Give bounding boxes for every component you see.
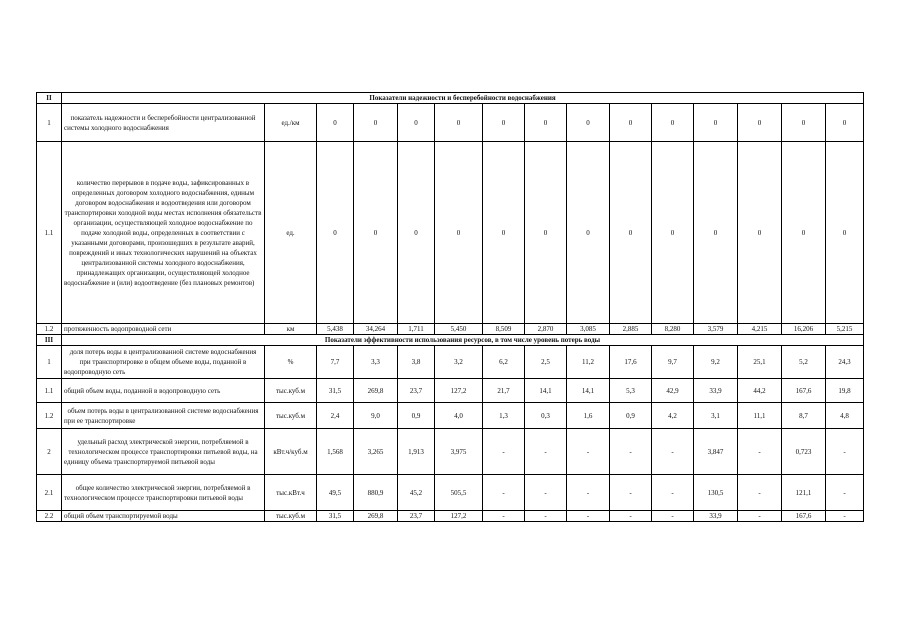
value-cell: 31,5: [317, 511, 354, 522]
section-number: II: [37, 93, 62, 104]
value-cell: 3,3: [354, 346, 398, 379]
section-2-header: [37, 93, 864, 104]
value-cell: 0: [435, 104, 483, 142]
indicators-table: [36, 92, 864, 522]
indicator-description: общий объем транспортируемой воды: [62, 511, 265, 522]
value-cell: 130,5: [694, 475, 738, 511]
value-cell: 3,085: [567, 324, 610, 335]
indicator-description: доля потерь воды в централизованной системе водоснабжения при транспортировке в общем объеме воды, поданной в водопроводную сеть: [62, 346, 265, 379]
table-row: [37, 104, 864, 142]
value-cell: 127,2: [435, 379, 483, 403]
value-cell: -: [652, 429, 694, 475]
indicator-description: удельный расход электрической энергии, потребляемой в технологическом процессе транспортировки питьевой воды, на единицу объема транспортируемой питьевой воды: [62, 429, 265, 475]
unit-cell: тыс.куб.м: [265, 379, 317, 403]
value-cell: 44,2: [738, 379, 782, 403]
value-cell: 3,975: [435, 429, 483, 475]
value-cell: 0: [525, 104, 567, 142]
value-cell: -: [567, 511, 610, 522]
value-cell: 11,2: [567, 346, 610, 379]
unit-cell: ед.: [265, 142, 317, 324]
value-cell: 0: [567, 142, 610, 324]
value-cell: 0: [652, 104, 694, 142]
value-cell: -: [483, 475, 525, 511]
value-cell: 0: [610, 104, 652, 142]
value-cell: 9,2: [694, 346, 738, 379]
value-cell: 3,8: [398, 346, 435, 379]
table-row: [37, 346, 864, 379]
value-cell: 1,6: [567, 403, 610, 429]
table-row: [37, 429, 864, 475]
value-cell: 2,885: [610, 324, 652, 335]
unit-cell: км: [265, 324, 317, 335]
value-cell: -: [826, 429, 864, 475]
row-number: 1: [37, 346, 62, 379]
value-cell: 0: [738, 142, 782, 324]
value-cell: 24,3: [826, 346, 864, 379]
value-cell: -: [483, 511, 525, 522]
value-cell: 49,5: [317, 475, 354, 511]
value-cell: -: [525, 429, 567, 475]
value-cell: 0: [483, 142, 525, 324]
value-cell: 1,3: [483, 403, 525, 429]
value-cell: 42,9: [652, 379, 694, 403]
value-cell: 4,215: [738, 324, 782, 335]
value-cell: 167,6: [782, 379, 826, 403]
value-cell: 4,0: [435, 403, 483, 429]
value-cell: 0: [782, 104, 826, 142]
row-number: 1.2: [37, 324, 62, 335]
value-cell: 505,5: [435, 475, 483, 511]
value-cell: 0: [525, 142, 567, 324]
value-cell: 0: [398, 142, 435, 324]
value-cell: 9,0: [354, 403, 398, 429]
value-cell: -: [610, 475, 652, 511]
value-cell: 4,2: [652, 403, 694, 429]
value-cell: 8,7: [782, 403, 826, 429]
table-row: [37, 511, 864, 522]
value-cell: -: [567, 429, 610, 475]
value-cell: 0: [398, 104, 435, 142]
value-cell: 8,280: [652, 324, 694, 335]
unit-cell: ед./км: [265, 104, 317, 142]
value-cell: 5,3: [610, 379, 652, 403]
section-3-header: [37, 335, 864, 346]
value-cell: -: [826, 511, 864, 522]
value-cell: 127,2: [435, 511, 483, 522]
value-cell: -: [525, 475, 567, 511]
value-cell: 3,579: [694, 324, 738, 335]
value-cell: 23,7: [398, 511, 435, 522]
value-cell: 0: [694, 104, 738, 142]
indicator-description: объем потерь воды в централизованной системе водоснабжения при ее транспортировке: [62, 403, 265, 429]
value-cell: 34,264: [354, 324, 398, 335]
value-cell: 5,450: [435, 324, 483, 335]
value-cell: 0: [782, 142, 826, 324]
unit-cell: тыс.кВт.ч: [265, 475, 317, 511]
value-cell: 1,568: [317, 429, 354, 475]
value-cell: 3,1: [694, 403, 738, 429]
value-cell: 0,723: [782, 429, 826, 475]
value-cell: 19,8: [826, 379, 864, 403]
unit-cell: %: [265, 346, 317, 379]
row-number: 1.1: [37, 379, 62, 403]
value-cell: 0: [317, 142, 354, 324]
value-cell: 0: [826, 104, 864, 142]
value-cell: 14,1: [567, 379, 610, 403]
value-cell: 0: [483, 104, 525, 142]
value-cell: -: [525, 511, 567, 522]
value-cell: 167,6: [782, 511, 826, 522]
value-cell: 269,8: [354, 379, 398, 403]
value-cell: 0: [610, 142, 652, 324]
value-cell: 0: [435, 142, 483, 324]
value-cell: 6,2: [483, 346, 525, 379]
value-cell: 0: [826, 142, 864, 324]
unit-cell: тыс.куб.м: [265, 403, 317, 429]
value-cell: -: [826, 475, 864, 511]
value-cell: 1,913: [398, 429, 435, 475]
value-cell: -: [567, 475, 610, 511]
value-cell: 5,215: [826, 324, 864, 335]
value-cell: -: [652, 511, 694, 522]
value-cell: 2,870: [525, 324, 567, 335]
value-cell: 21,7: [483, 379, 525, 403]
value-cell: -: [610, 511, 652, 522]
value-cell: 14,1: [525, 379, 567, 403]
indicator-description: показатель надежности и бесперебойности централизованной системы холодного водоснабжения: [62, 104, 265, 142]
indicator-description: общее количество электрической энергии, потребляемой в технологическом процессе транспортировки питьевой воды: [62, 475, 265, 511]
value-cell: 23,7: [398, 379, 435, 403]
value-cell: 0,9: [398, 403, 435, 429]
value-cell: 0: [354, 142, 398, 324]
table-row: [37, 403, 864, 429]
row-number: 2.2: [37, 511, 62, 522]
value-cell: 25,1: [738, 346, 782, 379]
value-cell: -: [738, 511, 782, 522]
indicator-description: протяженность водопроводной сети: [62, 324, 265, 335]
table-row: [37, 475, 864, 511]
value-cell: 121,1: [782, 475, 826, 511]
indicator-description: общий объем воды, поданной в водопроводную сеть: [62, 379, 265, 403]
value-cell: 3,265: [354, 429, 398, 475]
row-number: 2.1: [37, 475, 62, 511]
value-cell: 0: [652, 142, 694, 324]
row-number: 1: [37, 104, 62, 142]
section-title: Показатели эффективности использования ресурсов, в том числе уровень потерь воды: [62, 335, 864, 346]
indicator-description: количество перерывов в подаче воды, зафиксированных в определенных договором холодного водоснабжения, единым договором водоснабжения и водоотведения или договором транспортировки холодной воды местах исполнения обязательств организации, осуществляющей холодное водоснабжение по подаче холодной воды, определенных в соответствии с указанными договорами, произошедших в результате аварий, повреждений и иных технологических нарушений на объектах централизованной системы холодного водоснабжения, принадлежащих организации, осуществляющей холодное водоснабжение и (или) водоотведение (без плановых ремонтов): [62, 142, 265, 324]
value-cell: 17,6: [610, 346, 652, 379]
section-number: III: [37, 335, 62, 346]
value-cell: 880,9: [354, 475, 398, 511]
value-cell: 11,1: [738, 403, 782, 429]
value-cell: 3,2: [435, 346, 483, 379]
section-title: Показатели надежности и бесперебойности водоснабжения: [62, 93, 864, 104]
value-cell: 1,711: [398, 324, 435, 335]
value-cell: -: [483, 429, 525, 475]
table-row: [37, 142, 864, 324]
value-cell: 3,847: [694, 429, 738, 475]
value-cell: 0: [317, 104, 354, 142]
value-cell: -: [738, 475, 782, 511]
value-cell: 31,5: [317, 379, 354, 403]
table-row: [37, 379, 864, 403]
value-cell: 0: [567, 104, 610, 142]
value-cell: -: [610, 429, 652, 475]
value-cell: 16,206: [782, 324, 826, 335]
value-cell: 33,9: [694, 511, 738, 522]
value-cell: 0: [354, 104, 398, 142]
value-cell: -: [652, 475, 694, 511]
value-cell: 2,4: [317, 403, 354, 429]
value-cell: 45,2: [398, 475, 435, 511]
value-cell: 7,7: [317, 346, 354, 379]
value-cell: 0,3: [525, 403, 567, 429]
unit-cell: кВт.ч/куб.м: [265, 429, 317, 475]
table-row: [37, 324, 864, 335]
row-number: 1.1: [37, 142, 62, 324]
row-number: 2: [37, 429, 62, 475]
unit-cell: тыс.куб.м: [265, 511, 317, 522]
value-cell: 9,7: [652, 346, 694, 379]
value-cell: 4,8: [826, 403, 864, 429]
value-cell: 33,9: [694, 379, 738, 403]
value-cell: 5,2: [782, 346, 826, 379]
value-cell: 2,5: [525, 346, 567, 379]
value-cell: 0: [738, 104, 782, 142]
value-cell: 269,8: [354, 511, 398, 522]
value-cell: 8,509: [483, 324, 525, 335]
value-cell: 0,9: [610, 403, 652, 429]
value-cell: 0: [694, 142, 738, 324]
row-number: 1.2: [37, 403, 62, 429]
value-cell: 5,438: [317, 324, 354, 335]
value-cell: -: [738, 429, 782, 475]
